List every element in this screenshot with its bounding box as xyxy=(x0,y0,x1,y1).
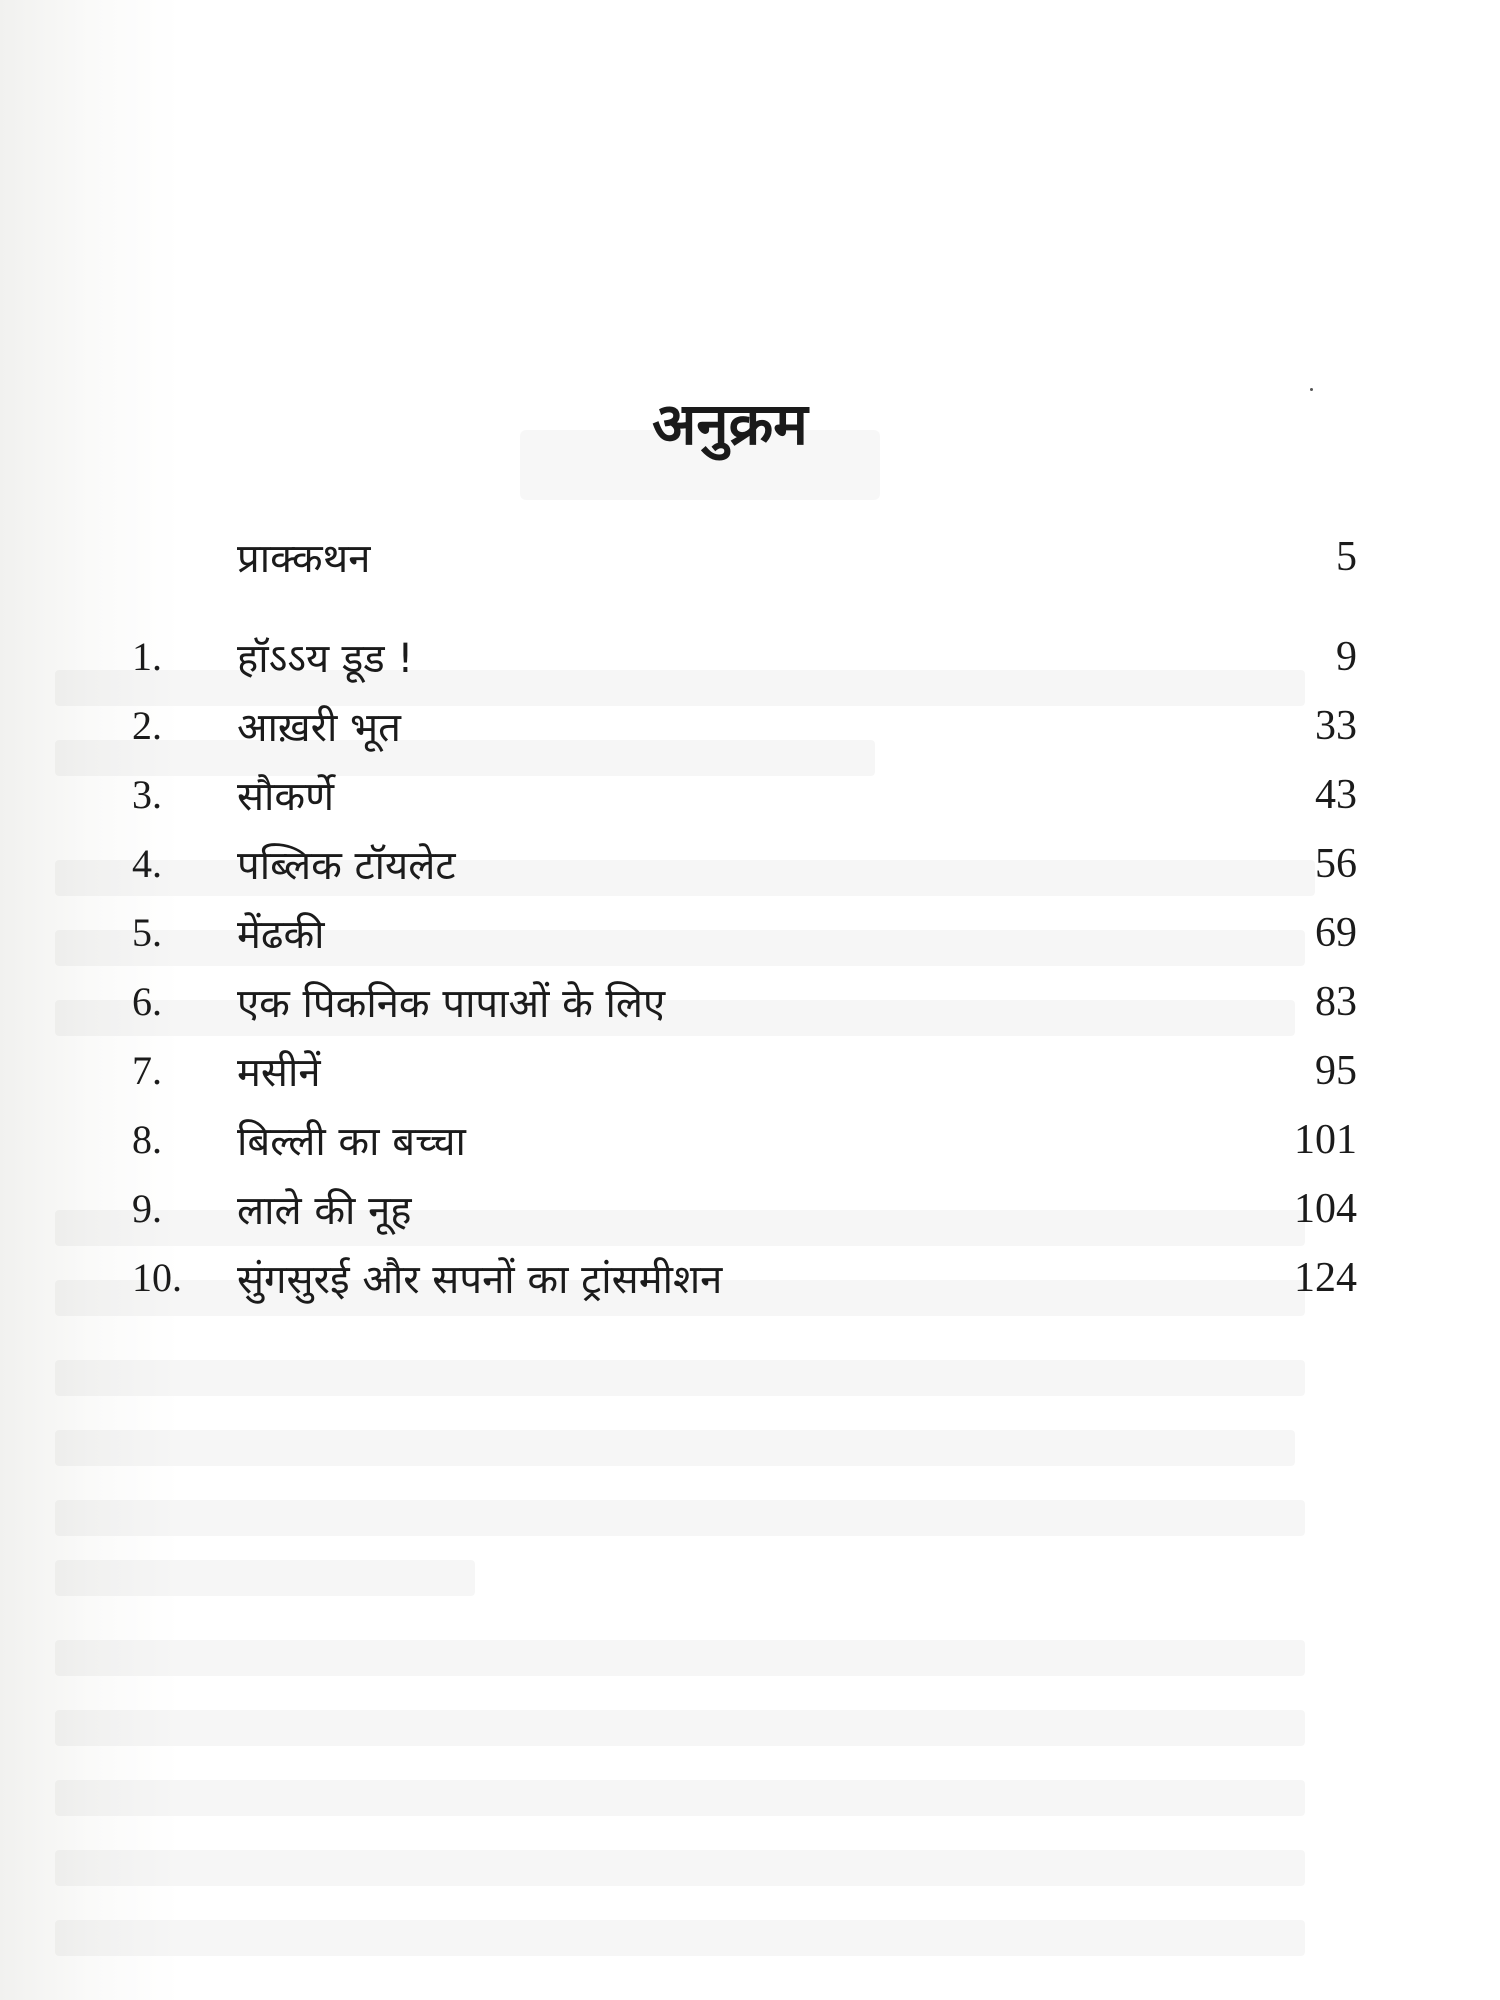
chapter-number: 4. xyxy=(132,841,162,886)
toc-preface-title: प्राक्कथन xyxy=(237,536,371,582)
toc-preface xyxy=(132,522,1357,591)
chapter-page: 56 xyxy=(1315,840,1357,887)
bleed-through-line xyxy=(55,1560,475,1596)
chapter-number: 10. xyxy=(132,1255,182,1300)
chapter-title: आख़री भूत xyxy=(237,705,401,751)
chapter-page: 124 xyxy=(1294,1254,1357,1301)
toc-row xyxy=(132,967,1357,1036)
chapter-number: 7. xyxy=(132,1048,162,1093)
chapter-number: 2. xyxy=(132,703,162,748)
chapter-number: 9. xyxy=(132,1186,162,1231)
chapter-title: लाले की नूह xyxy=(237,1188,412,1234)
chapter-number: 6. xyxy=(132,979,162,1024)
chapter-number: 3. xyxy=(132,772,162,817)
toc-chapter-list xyxy=(132,622,1357,1312)
chapter-title: मसीनें xyxy=(237,1050,321,1096)
chapter-number: 5. xyxy=(132,910,162,955)
chapter-page: 43 xyxy=(1315,771,1357,818)
chapter-page: 33 xyxy=(1315,702,1357,749)
bleed-through-line xyxy=(55,1640,1305,1676)
chapter-title: सुंगसुरई और सपनों का ट्रांसमीशन xyxy=(237,1257,723,1303)
toc-preface-page: 5 xyxy=(1336,533,1357,580)
chapter-page: 101 xyxy=(1294,1116,1357,1163)
toc-row xyxy=(132,1036,1357,1105)
chapter-title: पब्लिक टॉयलेट xyxy=(237,843,456,889)
bleed-through-line xyxy=(55,1710,1305,1746)
bleed-through-line xyxy=(55,1430,1295,1466)
chapter-title: सौकर्णे xyxy=(237,774,335,820)
page-title: अनुक्रम xyxy=(652,389,808,458)
toc-row xyxy=(132,1243,1357,1312)
bleed-through-line xyxy=(55,1500,1305,1536)
chapter-page: 104 xyxy=(1294,1185,1357,1232)
toc-row xyxy=(132,1174,1357,1243)
toc-row xyxy=(132,898,1357,967)
toc-row xyxy=(132,1105,1357,1174)
toc-row xyxy=(132,760,1357,829)
chapter-page: 83 xyxy=(1315,978,1357,1025)
bleed-through-line xyxy=(55,1360,1305,1396)
bleed-through-line xyxy=(55,1850,1305,1886)
toc-row-preface xyxy=(132,522,1357,591)
chapter-page: 69 xyxy=(1315,909,1357,956)
toc-row xyxy=(132,829,1357,898)
chapter-title: हॉऽऽय डूड ! xyxy=(237,636,414,682)
bleed-through-line xyxy=(55,1920,1305,1956)
chapter-number: 1. xyxy=(132,634,162,679)
chapter-title: मेंढकी xyxy=(237,912,325,958)
toc-row xyxy=(132,622,1357,691)
chapter-page: 95 xyxy=(1315,1047,1357,1094)
chapter-number: 8. xyxy=(132,1117,162,1162)
chapter-page: 9 xyxy=(1336,633,1357,680)
bleed-through-line xyxy=(55,1780,1305,1816)
chapter-title: बिल्ली का बच्चा xyxy=(237,1119,466,1165)
toc-row xyxy=(132,691,1357,760)
chapter-title: एक पिकनिक पापाओं के लिए xyxy=(237,981,666,1027)
